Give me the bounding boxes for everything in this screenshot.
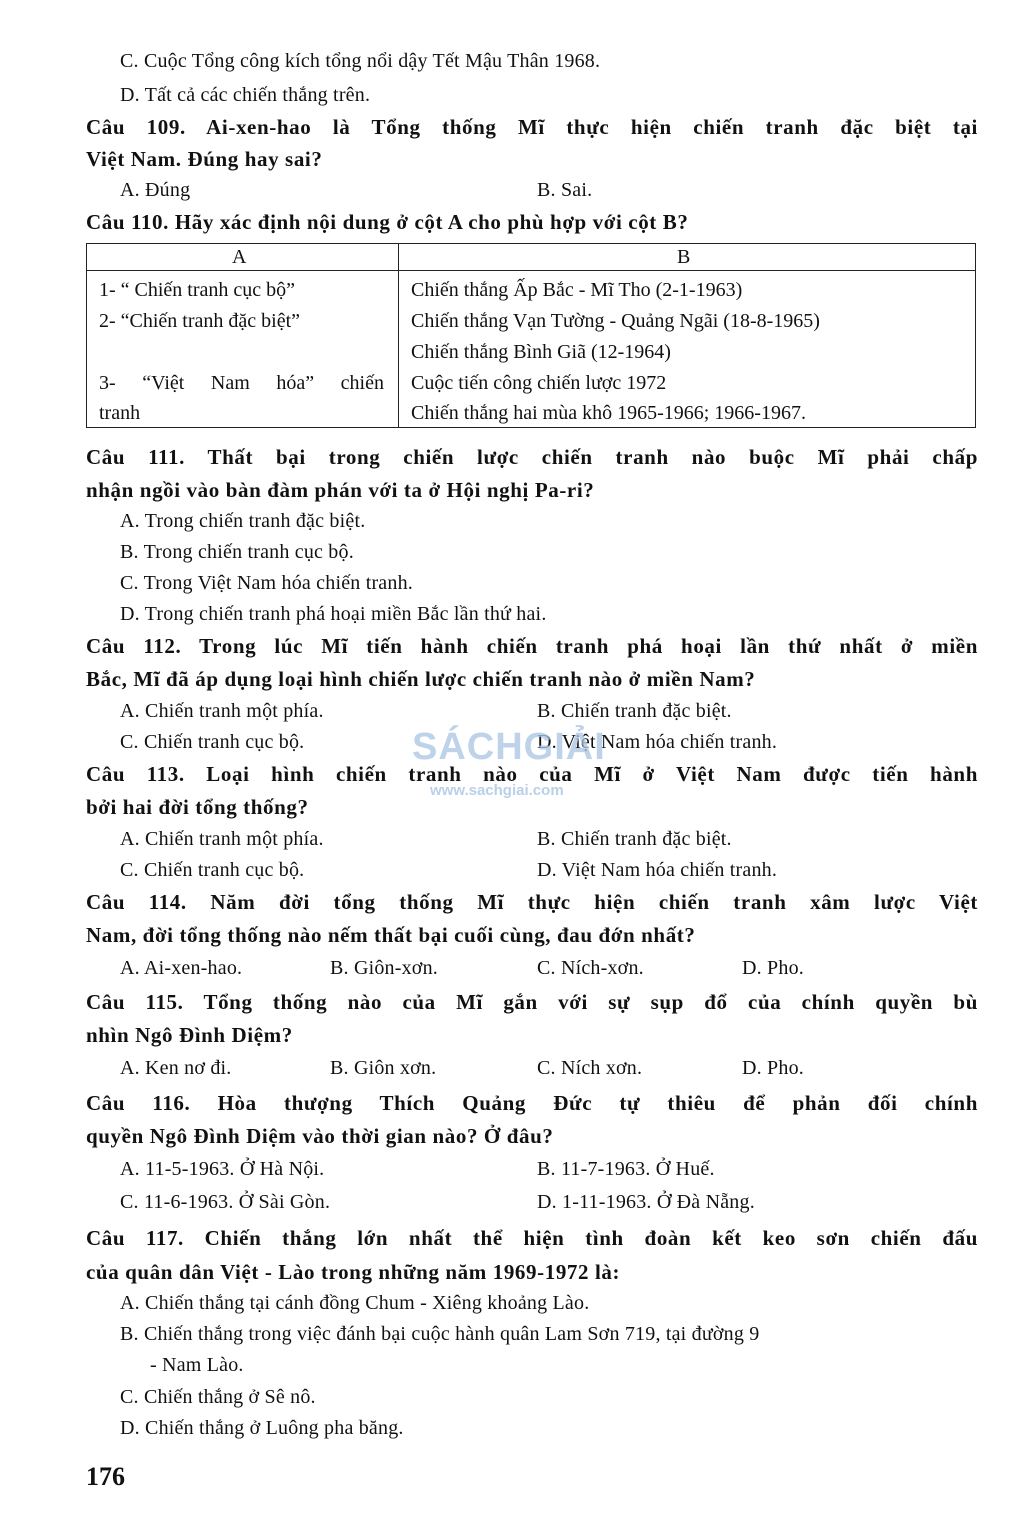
option-d: D. Pho.	[742, 957, 804, 979]
question-109-cont: Việt Nam. Đúng hay sai?	[86, 147, 323, 171]
option-b: B. 11-7-1963. Ở Huế.	[537, 1158, 715, 1180]
question-117-cont: của quân dân Việt - Lào trong những năm 1969-1972 là:	[86, 1260, 621, 1284]
table-header-b: B	[677, 246, 691, 268]
option-a: A. Ai-xen-hao.	[120, 957, 243, 979]
table-cell-a: 2- “Chiến tranh đặc biệt”	[99, 310, 301, 332]
table-cell-b: Chiến thắng Ấp Bắc - Mĩ Tho (2-1-1963)	[411, 279, 743, 301]
question-116: Câu 116. Hòa thượng Thích Quảng Đức tự thiêu để phản đối chính	[86, 1091, 978, 1115]
option-b: B. Giôn-xơn.	[330, 957, 438, 979]
question-113: Câu 113. Loại hình chiến tranh nào của Mĩ ở Việt Nam được tiến hành	[86, 762, 978, 786]
option-a: A. Trong chiến tranh đặc biệt.	[120, 510, 366, 532]
option-b: B. Chiến tranh đặc biệt.	[537, 828, 732, 850]
question-117: Câu 117. Chiến thắng lớn nhất thể hiện tình đoàn kết keo sơn chiến đấu	[86, 1226, 978, 1250]
watermark-url: www.sachgiai.com	[430, 782, 564, 799]
option-d: D. Việt Nam hóa chiến tranh.	[537, 859, 778, 881]
watermark-logo-text: SÁCHGIẢI	[412, 726, 606, 768]
question-109: Câu 109. Ai-xen-hao là Tổng thống Mĩ thực hiện chiến tranh đặc biệt tại	[86, 115, 978, 139]
table-cell-a: tranh	[99, 402, 141, 424]
option-a: A. Chiến tranh một phía.	[120, 828, 324, 850]
question-112: Câu 112. Trong lúc Mĩ tiến hành chiến tranh phá hoại lần thứ nhất ở miền	[86, 634, 978, 658]
option-c: C. Cuộc Tổng công kích tổng nổi dậy Tết Mậu Thân 1968.	[120, 50, 601, 72]
option-d: D. Trong chiến tranh phá hoại miền Bắc lần thứ hai.	[120, 603, 547, 625]
option-c: C. Ních-xơn.	[537, 957, 644, 979]
option-c: C. Ních xơn.	[537, 1057, 643, 1079]
option-a: A. 11-5-1963. Ở Hà Nội.	[120, 1158, 325, 1180]
option-a: A. Ken nơ đi.	[120, 1057, 232, 1079]
table-cell-b: Chiến thắng Bình Giã (12-1964)	[411, 341, 671, 363]
question-115-cont: nhìn Ngô Đình Diệm?	[86, 1023, 293, 1047]
matching-table	[86, 243, 976, 428]
question-113-cont: bởi hai đời tổng thống?	[86, 795, 309, 819]
question-115: Câu 115. Tổng thống nào của Mĩ gắn với sự sụp đổ của chính quyền bù	[86, 990, 978, 1014]
table-cell-b: Cuộc tiến công chiến lược 1972	[411, 372, 667, 394]
option-d: D. Pho.	[742, 1057, 804, 1079]
table-column-divider	[398, 244, 399, 427]
question-112-cont: Bắc, Mĩ đã áp dụng loại hình chiến lược chiến tranh nào ở miền Nam?	[86, 667, 756, 691]
question-114-cont: Nam, đời tổng thống nào nếm thất bại cuối cùng, đau đớn nhất?	[86, 923, 696, 947]
table-cell-b: Chiến thắng Vạn Tường - Quảng Ngãi (18-8-1965)	[411, 310, 820, 332]
option-c: C. Chiến thắng ở Sê nô.	[120, 1386, 316, 1408]
option-a: A. Chiến tranh một phía.	[120, 700, 324, 722]
option-c: C. 11-6-1963. Ở Sài Gòn.	[120, 1191, 331, 1213]
option-b-cont: - Nam Lào.	[150, 1354, 244, 1376]
option-b: B. Giôn xơn.	[330, 1057, 437, 1079]
option-a: A. Đúng	[120, 179, 191, 201]
option-c: C. Trong Việt Nam hóa chiến tranh.	[120, 572, 413, 594]
table-header-a: A	[232, 246, 247, 268]
table-cell-a: 1- “ Chiến tranh cục bộ”	[99, 279, 296, 301]
question-114: Câu 114. Năm đời tổng thống Mĩ thực hiện chiến tranh xâm lược Việt	[86, 890, 978, 914]
question-111: Câu 111. Thất bại trong chiến lược chiến tranh nào buộc Mĩ phải chấp	[86, 445, 978, 469]
option-b: B. Sai.	[537, 179, 593, 201]
question-116-cont: quyền Ngô Đình Diệm vào thời gian nào? Ở đâu?	[86, 1124, 554, 1148]
option-b: B. Chiến tranh đặc biệt.	[537, 700, 732, 722]
page-number: 176	[86, 1462, 125, 1491]
question-111-cont: nhận ngồi vào bàn đàm phán với ta ở Hội nghị Pa-ri?	[86, 478, 595, 502]
table-cell-a: 3- “Việt Nam hóa” chiến	[99, 372, 384, 394]
table-cell-b: Chiến thắng hai mùa khô 1965-1966; 1966-1967.	[411, 402, 806, 424]
watermark	[412, 712, 612, 807]
option-d: D. Chiến thắng ở Luông pha băng.	[120, 1417, 404, 1439]
option-d: D. Tất cả các chiến thắng trên.	[120, 84, 371, 106]
option-c: C. Chiến tranh cục bộ.	[120, 859, 305, 881]
option-b: B. Trong chiến tranh cục bộ.	[120, 541, 354, 563]
question-110: Câu 110. Hãy xác định nội dung ở cột A cho phù hợp với cột B?	[86, 210, 689, 234]
option-a: A. Chiến thắng tại cánh đồng Chum - Xiêng khoảng Lào.	[120, 1292, 590, 1314]
option-b: B. Chiến thắng trong việc đánh bại cuộc hành quân Lam Sơn 719, tại đường 9	[120, 1323, 760, 1345]
table-header-divider	[87, 270, 975, 271]
option-d: D. Việt Nam hóa chiến tranh.	[537, 731, 778, 753]
option-c: C. Chiến tranh cục bộ.	[120, 731, 305, 753]
option-d: D. 1-11-1963. Ở Đà Nẵng.	[537, 1191, 755, 1213]
